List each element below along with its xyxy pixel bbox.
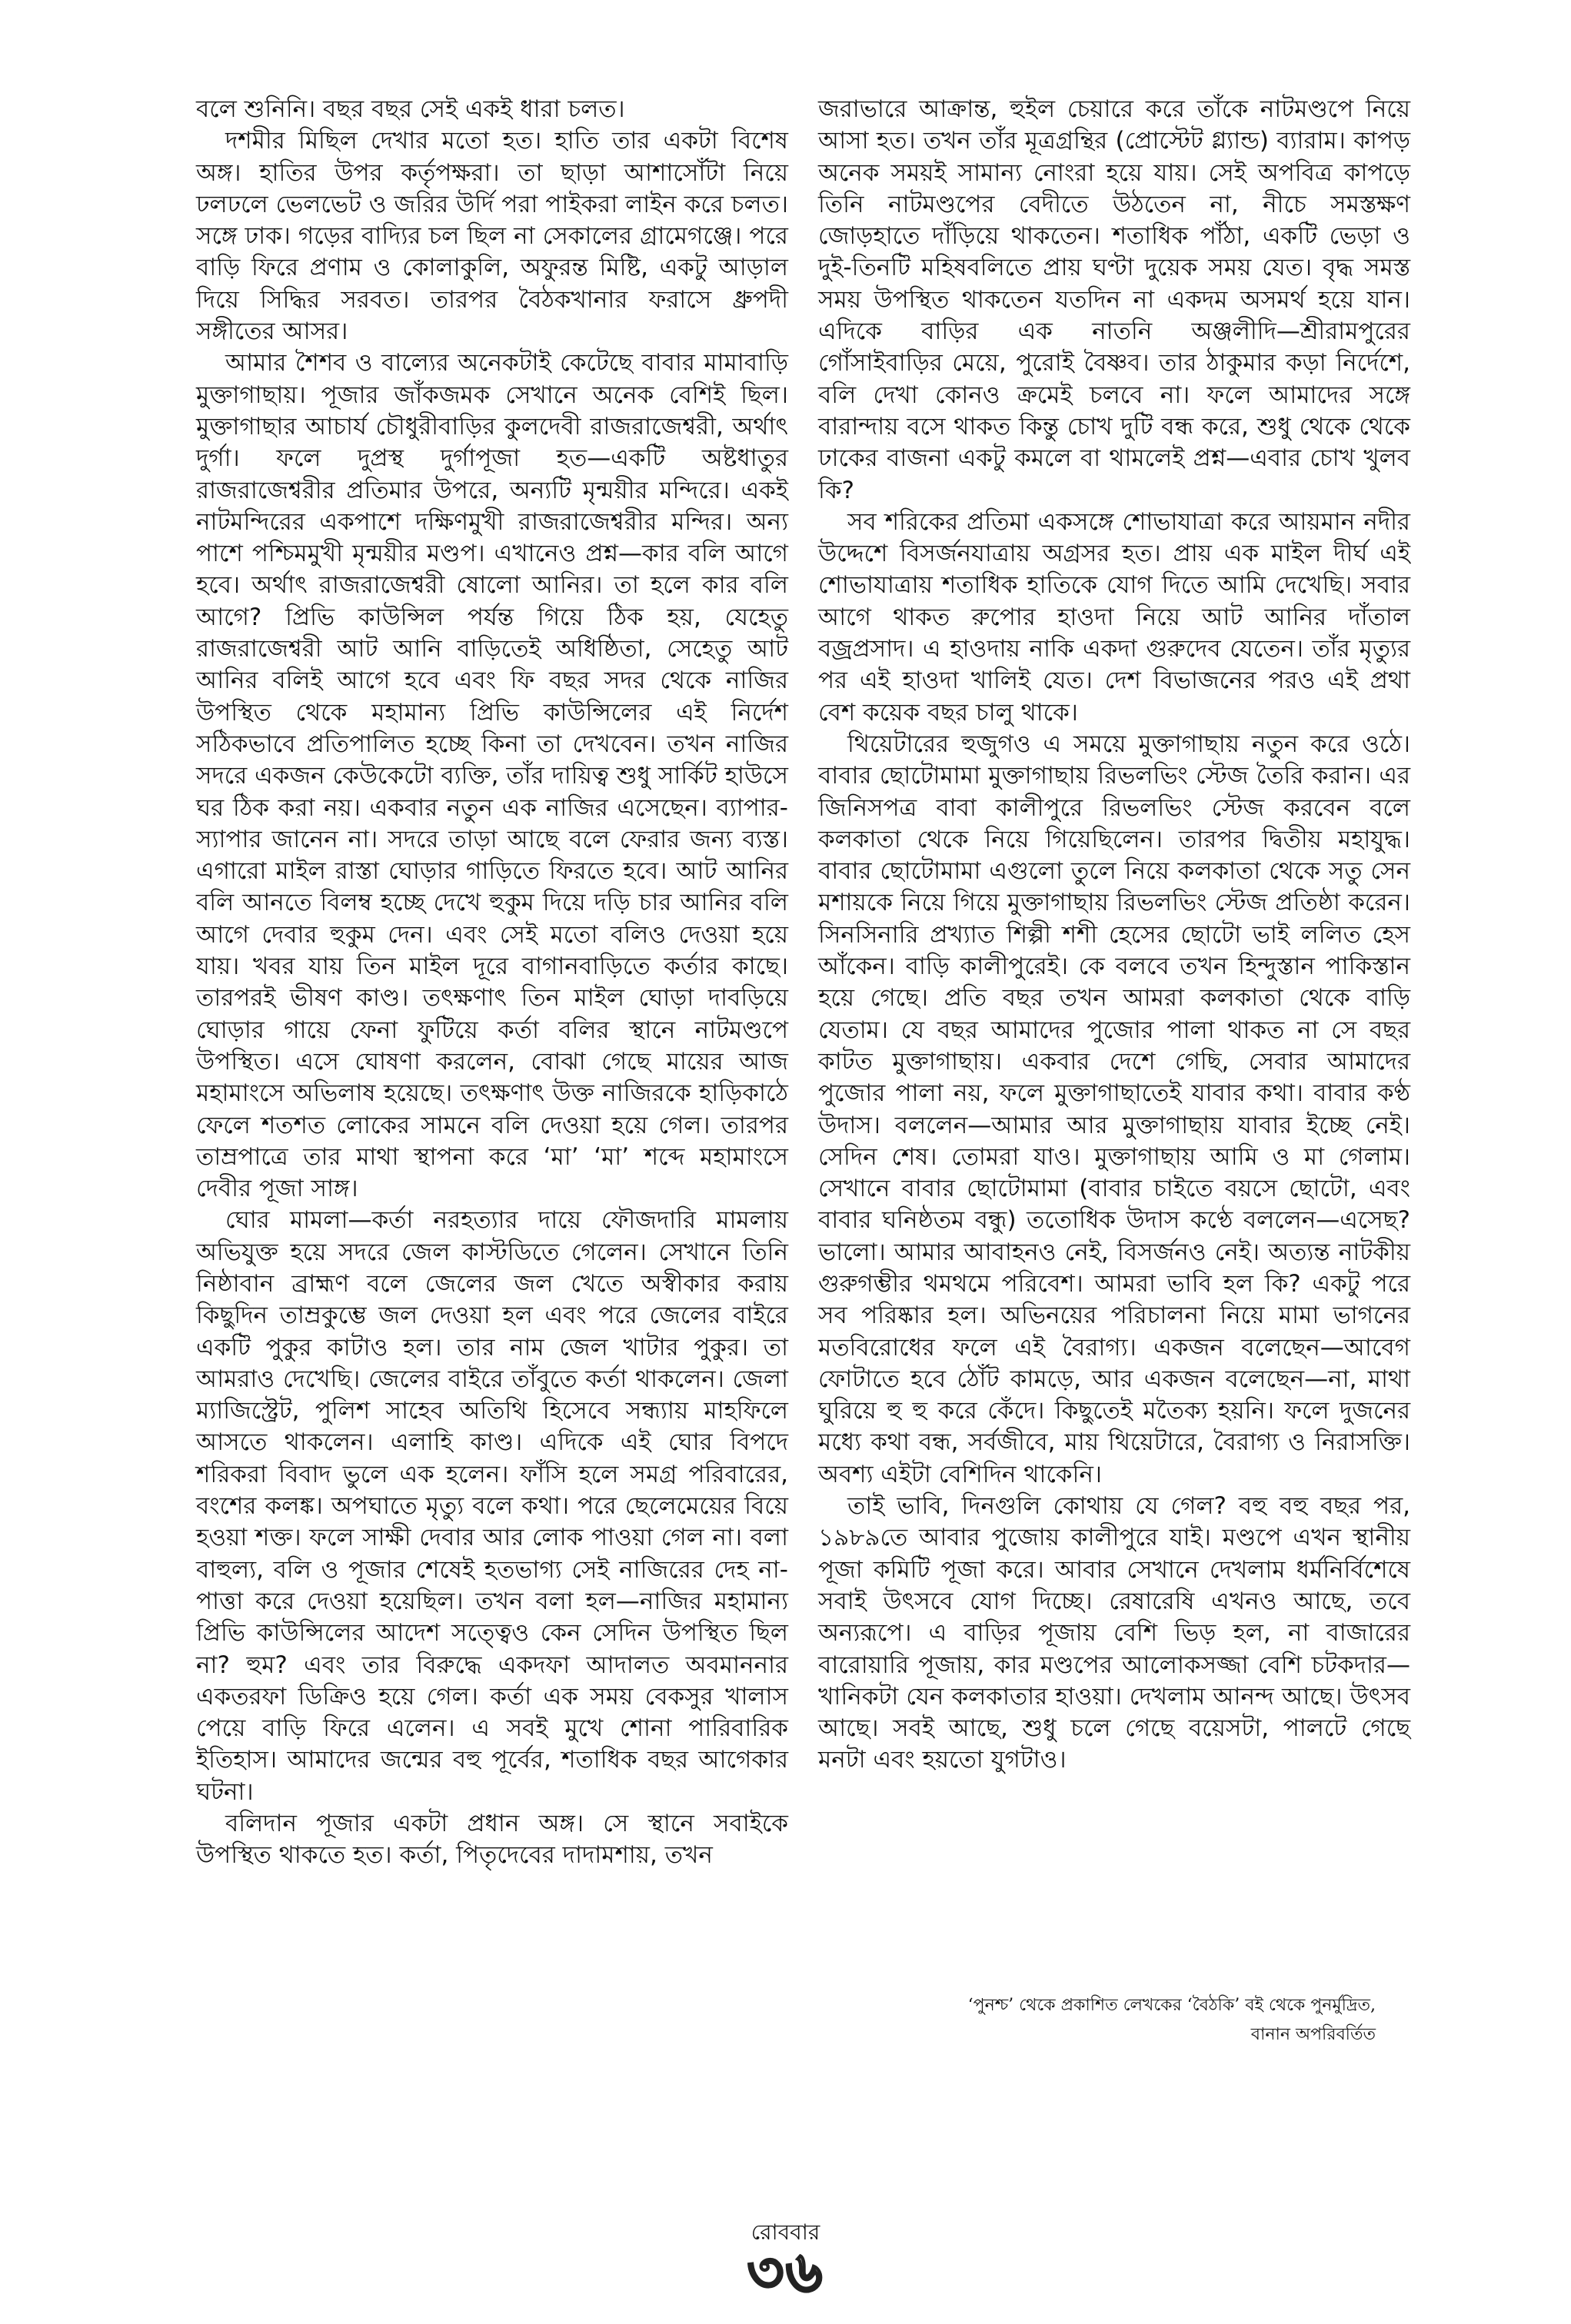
magazine-name: রোববার <box>751 2219 820 2245</box>
paragraph-continuation: জরাভারে আক্রান্ত, হুইল চেয়ারে করে তাঁকে নাটমণ্ডপে নিয়ে আসা হত। তখন তাঁর মূত্রগ্রন্থির (প্রোস্টেট গ্ল্যান্ড) ব্যারাম। কাপড় অনেক সময়ই সামান্য নোংরা হয়ে যায়। সেই অপবিত্র কাপড়ে তিনি নাটমণ্ডপের বেদীতে উঠতেন না, নীচে সমস্তক্ষণ জোড়হাতে দাঁড়িয়ে থাকতেন। শতাধিক পাঁঠা, একটি ভেড়া ও দুই-তিনটি মহিষবলিতে প্রায় ঘণ্টা দুয়েক সময় যেত। বৃদ্ধ সমস্ত সময় উপস্থিত থাকতেন যতদিন না একদম অসমর্থ হয়ে যান। এদিকে বাড়ির এক নাতনি অঞ্জলীদি—শ্রীরামপুরের গোঁসাইবাড়ির মেয়ে, পুরোই বৈষ্ণব। তার ঠাকুমার কড়া নির্দেশে, বলি দেখা কোনও ক্রমেই চলবে না। ফলে আমাদের সঙ্গে বারান্দায় বসে থাকত কিন্তু চোখ দুটি বন্ধ করে, শুধু থেকে থেকে ঢাকের বাজনা একটু কমলে বা থামলেই প্রশ্ন—এবার চোখ খুলব কি? <box>818 95 1410 504</box>
page-number: ৩৬ <box>747 2239 824 2306</box>
article-column-right <box>818 94 1410 1777</box>
article-column-left <box>196 94 788 1872</box>
credit-line: ‘পুনশ্চ’ থেকে প্রকাশিত লেখকের ‘বৈঠকি’ বই থেকে পুনর্মুদ্রিত, <box>967 1996 1376 2015</box>
credit-line: বানান অপরিবর্তিত <box>1250 2025 1376 2044</box>
paragraph: বলিদান পূজার একটা প্রধান অঙ্গ। সে স্থানে সবাইকে উপস্থিত থাকতে হত। কর্তা, পিতৃদেবের দাদামশায়, তখন <box>196 1810 788 1870</box>
reprint-credit <box>818 1991 1376 2050</box>
paragraph: তাই ভাবি, দিনগুলি কোথায় যে গেল? বহু বহু বছর পর, ১৯৮৯তে আবার পুজোয় কালীপুরে যাই। মণ্ডপে এখন স্থানীয় পূজা কমিটি পূজা করে। আবার সেখানে দেখলাম ধর্মনির্বিশেষে সবাই উৎসবে যোগ দিচ্ছে। রেষারেষি এখনও আছে, তবে অন্যরূপে। এ বাড়ির পূজায় বেশি ভিড় হল, না বাজারের বারোয়ারি পূজায়, কার মণ্ডপের আলোকসজ্জা বেশি চটকদার—খানিকটা যেন কলকাতার হাওয়া। দেখলাম আনন্দ আছে। উৎসব আছে। সবই আছে, শুধু চলে গেছে বয়েসটা, পালটে গেছে মনটা এবং হয়তো যুগটাও। <box>818 1492 1410 1774</box>
paragraph: দশমীর মিছিল দেখার মতো হত। হাতি তার একটা বিশেষ অঙ্গ। হাতির উপর কর্তৃপক্ষরা। তা ছাড়া আশাসোঁটা নিয়ে ঢলঢলে ভেলভেট ও জরির উর্দি পরা পাইকরা লাইন করে চলত। সঙ্গে ঢাক। গড়ের বাদ্যির চল ছিল না সেকালের গ্রামেগঞ্জে। পরে বাড়ি ফিরে প্রণাম ও কোলাকুলি, অফুরন্ত মিষ্টি, একটু আড়াল দিয়ে সিদ্ধির সরবত। তারপর বৈঠকখানার ফরাসে ধ্রুপদী সঙ্গীতের আসর। <box>196 127 788 346</box>
paragraph: সব শরিকের প্রতিমা একসঙ্গে শোভাযাত্রা করে আয়মান নদীর উদ্দেশে বিসর্জনযাত্রায় অগ্রসর হত। প্রায় এক মাইল দীর্ঘ এই শোভাযাত্রায় শতাধিক হাতিকে যোগ দিতে আমি দেখেছি। সবার আগে থাকত রুপোর হাওদা নিয়ে আট আনির দাঁতাল বজ্রপ্রসাদ। এ হাওদায় নাকি একদা গুরুদেব যেতেন। তাঁর মৃত্যুর পর এই হাওদা খালিই যেত। দেশ বিভাজনের পরও এই প্রথা বেশ কয়েক বছর চালু থাকে। <box>818 507 1410 726</box>
paragraph: আমার শৈশব ও বাল্যের অনেকটাই কেটেছে বাবার মামাবাড়ি মুক্তাগাছায়। পূজার জাঁকজমক সেখানে অনেক বেশিই ছিল। মুক্তাগাছার আচার্য চৌধুরীবাড়ির কুলদেবী রাজরাজেশ্বরী, অর্থাৎ দুর্গা। ফলে দুপ্রস্থ দুর্গাপূজা হত—একটি অষ্টধাতুর রাজরাজেশ্বরীর প্রতিমার উপরে, অন্যটি মৃন্ময়ীর মন্দিরে। একই নাটমন্দিরের একপাশে দক্ষিণমুখী রাজরাজেশ্বরীর মন্দির। অন্য পাশে পশ্চিমমুখী মৃন্ময়ীর মণ্ডপ। এখানেও প্রশ্ন—কার বলি আগে হবে। অর্থাৎ রাজরাজেশ্বরী ষোলো আনির। তা হলে কার বলি আগে? প্রিভি কাউন্সিল পর্যন্ত গিয়ে ঠিক হয়, যেহেতু রাজরাজেশ্বরী আট আনি বাড়িতেই অধিষ্ঠিতা, সেহেতু আট আনির বলিই আগে হবে এবং ফি বছর সদর থেকে নাজির উপস্থিত থেকে মহামান্য প্রিভি কাউন্সিলের এই নির্দেশ সঠিকভাবে প্রতিপালিত হচ্ছে কিনা তা দেখবেন। তখন নাজির সদরে একজন কেউকেটো ব্যক্তি, তাঁর দায়িত্ব শুধু সার্কিট হাউসে ঘর ঠিক করা নয়। একবার নতুন এক নাজির এসেছেন। ব্যাপার-স্যাপার জানেন না। সদরে তাড়া আছে বলে ফেরার জন্য ব্যস্ত। এগারো মাইল রাস্তা ঘোড়ার গাড়িতে ফিরতে হবে। আট আনির বলি আনতে বিলম্ব হচ্ছে দেখে হুকুম দিয়ে দড়ি চার আনির বলি আগে দেবার হুকুম দেন। এবং সেই মতো বলিও দেওয়া হয়ে যায়। খবর যায় তিন মাইল দূরে বাগানবাড়িতে কর্তার কাছে। তারপরই ভীষণ কাণ্ড। তৎক্ষণাৎ তিন মাইল ঘোড়া দাবড়িয়ে ঘোড়ার গায়ে ফেনা ফুটিয়ে কর্তা বলির স্থানে নাটমণ্ডপে উপস্থিত। এসে ঘোষণা করলেন, বোঝা গেছে মায়ের আজ মহামাংসে অভিলাষ হয়েছে। তৎক্ষণাৎ উক্ত নাজিরকে হাড়িকাঠে ফেলে শতশত লোকের সামনে বলি দেওয়া হয়ে গেল। তারপর তাম্রপাত্রে তার মাথা স্থাপনা করে ‘মা’ ‘মা’ শব্দে মহামাংসে দেবীর পূজা সাঙ্গ। <box>196 349 788 1203</box>
paragraph: থিয়েটারের হুজুগও এ সময়ে মুক্তাগাছায় নতুন করে ওঠে। বাবার ছোটোমামা মুক্তাগাছায় রিভলভিং স্টেজ তৈরি করান। এর জিনিসপত্র বাবা কালীপুরে রিভলভিং স্টেজ করবেন বলে কলকাতা থেকে নিয়ে গিয়েছিলেন। তারপর দ্বিতীয় মহাযুদ্ধ। বাবার ছোটোমামা এগুলো তুলে নিয়ে কলকাতা থেকে সতু সেন মশায়কে নিয়ে গিয়ে মুক্তাগাছায় রিভলভিং স্টেজ প্রতিষ্ঠা করেন। সিনসিনারি প্রখ্যাত শিল্পী শশী হেসের ছোটো ভাই ললিত হেস আঁকেন। বাড়ি কালীপুরেই। কে বলবে তখন হিন্দুস্তান পাকিস্তান হয়ে গেছে। প্রতি বছর তখন আমরা কলকাতা থেকে বাড়ি যেতাম। যে বছর আমাদের পুজোর পালা থাকত না সে বছর কাটত মুক্তাগাছায়। একবার দেশে গেছি, সেবার আমাদের পুজোর পালা নয়, ফলে মুক্তাগাছাতেই যাবার কথা। বাবার কণ্ঠ উদাস। বললেন—আমার আর মুক্তাগাছায় যাবার ইচ্ছে নেই। সেদিন শেষ। তোমরা যাও। মুক্তাগাছায় আমি ও মা গেলাম। সেখানে বাবার ছোটোমামা (বাবার চাইতে বয়সে ছোটো, এবং বাবার ঘনিষ্ঠতম বন্ধু) ততোধিক উদাস কণ্ঠে বললেন—এসেছ? ভালো। আমার আবাহনও নেই, বিসর্জনও নেই। অত্যন্ত নাটকীয় গুরুগম্ভীর থমথমে পরিবেশ। আমরা ভাবি হল কি? একটু পরে সব পরিষ্কার হল। অভিনয়ের পরিচালনা নিয়ে মামা ভাগনের মতবিরোধের ফলে এই বৈরাগ্য। একজন বলেছেন—আবেগ ফোটাতে হবে ঠোঁট কামড়ে, আর একজন বলেছেন—না, মাথা ঘুরিয়ে হু হু করে কেঁদে। কিছুতেই মতৈক্য হয়নি। ফলে দুজনের মধ্যে কথা বন্ধ, সর্বজীবে, মায় থিয়েটারে, বৈরাগ্য ও নিরাসক্তি। অবশ্য এইটা বেশিদিন থাকেনি। <box>818 730 1410 1488</box>
paragraph: ঘোর মামলা—কর্তা নরহত্যার দায়ে ফৌজদারি মামলায় অভিযুক্ত হয়ে সদরে জেল কাস্টডিতে গেলেন। সেখানে তিনি নিষ্ঠাবান ব্রাহ্মণ বলে জেলের জল খেতে অস্বীকার করায় কিছুদিন তাম্রকুম্ভে জল দেওয়া হল এবং পরে জেলের বাইরে একটি পুকুর কাটাও হল। তার নাম জেল খাটার পুকুর। তা আমরাও দেখেছি। জেলের বাইরে তাঁবুতে কর্তা থাকলেন। জেলা ম্যাজিস্ট্রেট, পুলিশ সাহেব অতিথি হিসেবে সন্ধ্যায় মাহফিলে আসতে থাকলেন। এলাহি কাণ্ড। এদিকে এই ঘোর বিপদে শরিকরা বিবাদ ভুলে এক হলেন। ফাঁসি হলে সমগ্র পরিবারের, বংশের কলঙ্ক। অপঘাতে মৃত্যু বলে কথা। পরে ছেলেমেয়ের বিয়ে হওয়া শক্ত। ফলে সাক্ষী দেবার আর লোক পাওয়া গেল না। বলা বাহুল্য, বলি ও পূজার শেষেই হতভাগ্য সেই নাজিরের দেহ না-পাত্তা করে দেওয়া হয়েছিল। তখন বলা হল—নাজির মহামান্য প্রিভি কাউন্সিলের আদেশ সত্ত্বেও কেন সেদিন উপস্থিত ছিল না? হুম? এবং তার বিরুদ্ধে একদফা আদালত অবমাননার একতরফা ডিক্রিও হয়ে গেল। কর্তা এক সময় বেকসুর খালাস পেয়ে বাড়ি ফিরে এলেন। এ সবই মুখে শোনা পারিবারিক ইতিহাস। আমাদের জন্মের বহু পূর্বের, শতাধিক বছর আগেকার ঘটনা। <box>196 1206 788 1806</box>
paragraph-continuation: বলে শুনিনি। বছর বছর সেই একই ধারা চলত। <box>196 95 625 123</box>
